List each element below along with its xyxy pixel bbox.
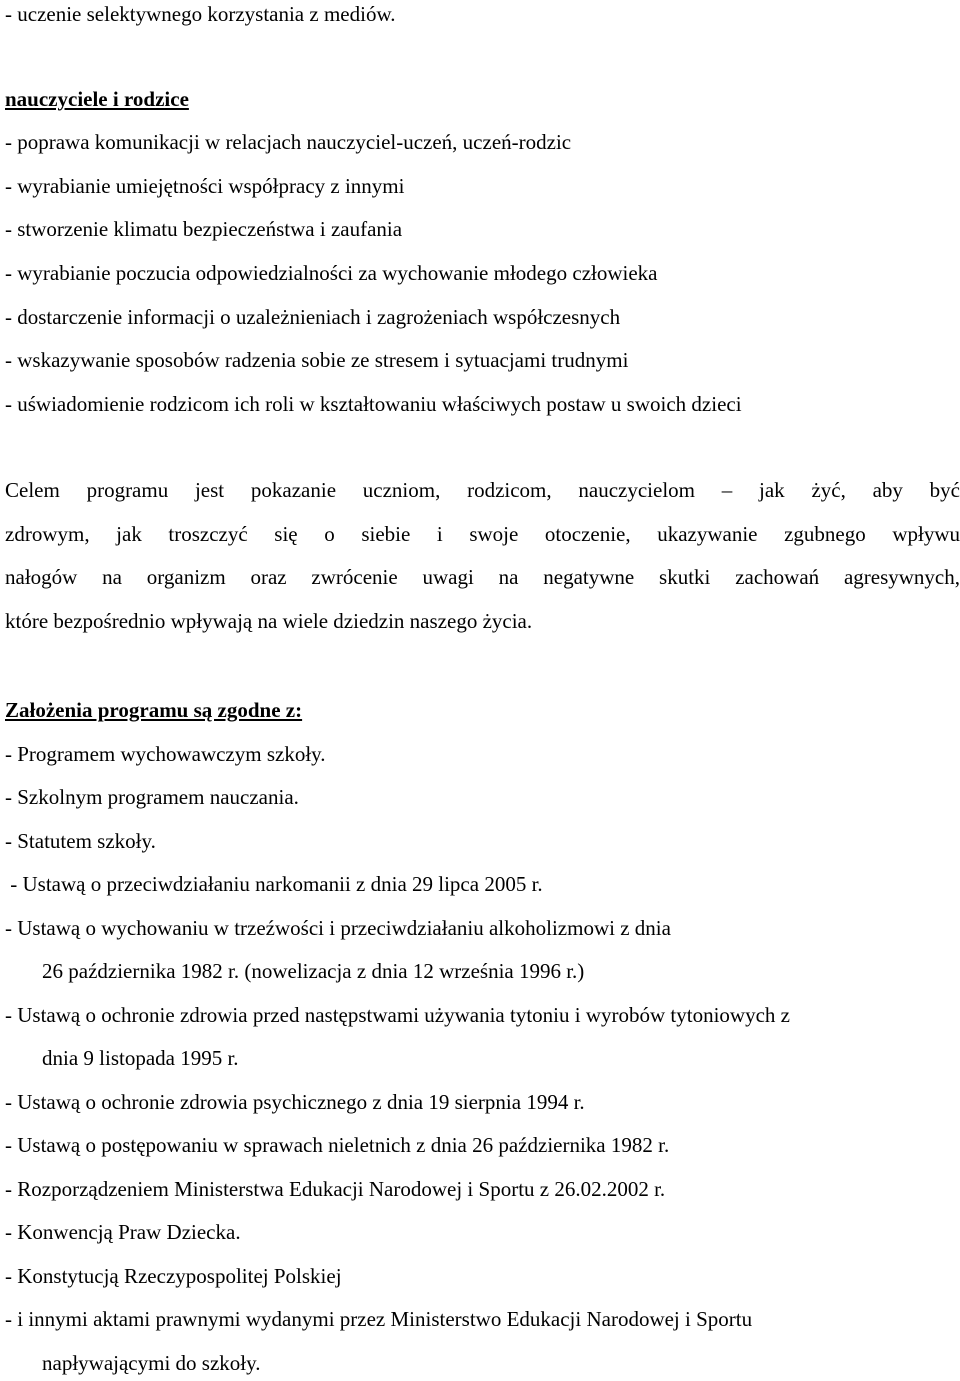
- goal-paragraph: [5, 469, 960, 643]
- goal-paragraph-line: zdrowym, jak troszczyć się o siebie i swoje otoczenie, ukazywanie zgubnego wpływu: [5, 521, 960, 546]
- list-item: - poprawa komunikacji w relacjach nauczyciel-uczeń, uczeń-rodzic: [5, 130, 572, 154]
- list-item: - dostarczenie informacji o uzależnieniach i zagrożeniach współczesnych: [5, 305, 621, 329]
- list-item: - Rozporządzeniem Ministerstwa Edukacji Narodowej i Sportu z 26.02.2002 r.: [5, 1177, 666, 1201]
- list-item: - wskazywanie sposobów radzenia sobie ze stresem i sytuacjami trudnymi: [5, 348, 629, 372]
- list-item-continuation: napływającymi do szkoły.: [42, 1351, 261, 1375]
- list-item: - Ustawą o wychowaniu w trzeźwości i przeciwdziałaniu alkoholizmowi z dnia: [5, 916, 671, 940]
- list-item: - stworzenie klimatu bezpieczeństwa i zaufania: [5, 217, 403, 241]
- goal-paragraph-line: nałogów na organizm oraz zwrócenie uwagi na negatywne skutki zachowań agresywnych,: [5, 565, 960, 590]
- list-item-continuation: dnia 9 listopada 1995 r.: [42, 1046, 239, 1070]
- list-item-continuation: 26 października 1982 r. (nowelizacja z dnia 12 września 1996 r.): [42, 959, 585, 983]
- list-item: - Ustawą o postępowaniu w sprawach nieletnich z dnia 26 października 1982 r.: [5, 1133, 670, 1157]
- goal-paragraph-line: Celem programu jest pokazanie uczniom, rodzicom, nauczycielom – jak żyć, aby być: [5, 478, 960, 502]
- list-item: - Szkolnym programem nauczania.: [5, 785, 299, 809]
- compliance-heading: Założenia programu są zgodne z:: [5, 698, 303, 722]
- list-item: - Ustawą o ochronie zdrowia przed następstwami używania tytoniu i wyrobów tytoniowych z: [5, 1003, 790, 1027]
- list-item: - Statutem szkoły.: [5, 829, 156, 853]
- list-item: - Ustawą o ochronie zdrowia psychicznego z dnia 19 sierpnia 1994 r.: [5, 1090, 585, 1114]
- list-item: - wyrabianie umiejętności współpracy z innymi: [5, 174, 405, 198]
- list-item: - Ustawą o przeciwdziałaniu narkomanii z dnia 29 lipca 2005 r.: [5, 872, 543, 896]
- goal-paragraph-line: które bezpośrednio wpływają na wiele dziedzin naszego życia.: [5, 608, 533, 633]
- list-item: - Programem wychowawczym szkoły.: [5, 742, 326, 766]
- parents-teachers-heading: nauczyciele i rodzice: [5, 87, 189, 111]
- list-item: - i innymi aktami prawnymi wydanymi przez Ministerstwo Edukacji Narodowej i Sportu: [5, 1307, 753, 1331]
- list-item: - Konstytucją Rzeczypospolitej Polskiej: [5, 1264, 342, 1288]
- list-item: - wyrabianie poczucia odpowiedzialności za wychowanie młodego człowieka: [5, 261, 658, 285]
- list-item: - Konwencją Praw Dziecka.: [5, 1220, 241, 1244]
- list-item: - uświadomienie rodzicom ich roli w kształtowaniu właściwych postaw u swoich dzieci: [5, 392, 742, 416]
- media-usage-line: - uczenie selektywnego korzystania z mediów.: [5, 2, 396, 26]
